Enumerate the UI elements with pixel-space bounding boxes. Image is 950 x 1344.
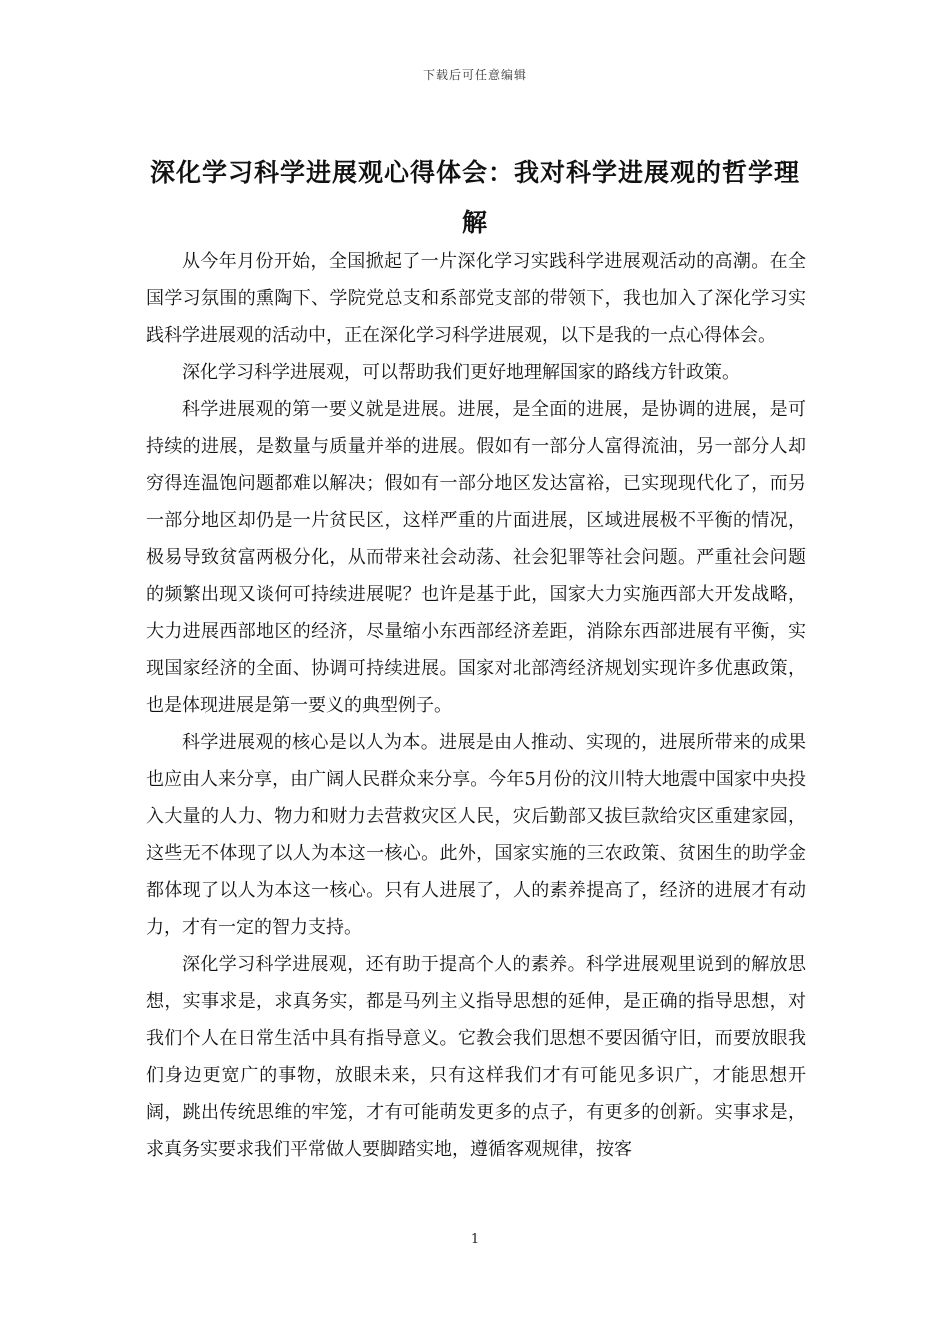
paragraph-intro: 从今年月份开始，全国掀起了一片深化学习实践科学进展观活动的高潮。在全国学习氛围的熏陶下、学院党总支和系部党支部的带领下，我也加入了深化学习实践科学进展观的活动中，正在深化学习科学进展观，以下是我的一点心得体会。 <box>146 251 806 346</box>
paragraph-policy-understanding: 深化学习科学进展观，可以帮助我们更好地理解国家的路线方针政策。 <box>182 362 740 383</box>
document-title: 深化学习科学进展观心得体会：我对科学进展观的哲学理解 <box>150 158 801 237</box>
page-header-note: 下载后可任意编辑 <box>422 68 527 82</box>
document-body <box>146 243 806 1168</box>
paragraph-personal-quality: 深化学习科学进展观，还有助于提高个人的素养。科学进展观里说到的解放思想，实事求是，求真务实，都是马列主义指导思想的延伸，是正确的指导思想，对我们个人在日常生活中具有指导意义。它教会我们思想不要因循守旧，而要放眼我们身边更宽广的事物，放眼未来，只有这样我们才有可能见多识广，才能思想开阔，跳出传统思维的牢笼，才有可能萌发更多的点子，有更多的创新。实事求是，求真务实要求我们平常做人要脚踏实地，遵循客观规律，按客 <box>146 954 806 1160</box>
page-number: 1 <box>470 1232 480 1247</box>
paragraph-people-oriented-core: 科学进展观的核心是以人为本。进展是由人推动、实现的，进展所带来的成果也应由人来分享，由广阔人民群众来分享。今年5月份的汶川特大地震中国家中央投入大量的人力、物力和财力去营救灾区人民，灾后勤部又拔巨款给灾区重建家园，这些无不体现了以人为本这一核心。此外，国家实施的三农政策、贫困生的助学金都体现了以人为本这一核心。只有人进展了，人的素养提高了，经济的进展才有动力，才有一定的智力支持。 <box>146 732 806 938</box>
paragraph-first-essence-development: 科学进展观的第一要义就是进展。进展，是全面的进展，是协调的进展，是可持续的进展，是数量与质量并举的进展。假如有一部分人富得流油，另一部分人却穷得连温饱问题都难以解决；假如有一部分地区发达富裕，已实现现代化了，而另一部分地区却仍是一片贫民区，这样严重的片面进展，区域进展极不平衡的情况，极易导致贫富两极分化，从而带来社会动荡、社会犯罪等社会问题。严重社会问题的频繁出现又谈何可持续进展呢？也许是基于此，国家大力实施西部大开发战略，大力进展西部地区的经济，尽量缩小东西部经济差距，消除东西部进展有平衡，实现国家经济的全面、协调可持续进展。国家对北部湾经济规划实现许多优惠政策，也是体现进展是第一要义的典型例子。 <box>146 399 806 716</box>
